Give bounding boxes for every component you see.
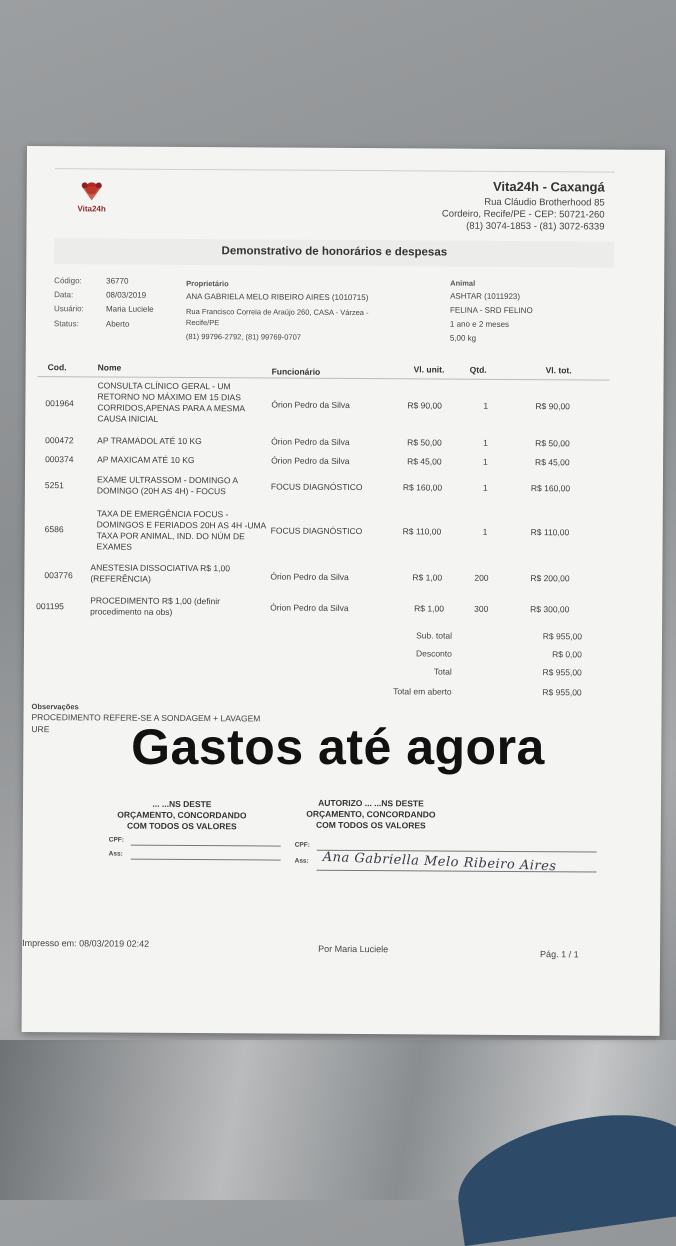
table-row-qtd: 1 <box>482 482 488 493</box>
table-row-nome: ANESTESIA DISSOCIATIVA R$ 1,00 (REFERÊNCIA) <box>90 562 230 584</box>
table-row-qtd: 300 <box>474 603 489 614</box>
table-row-vtot: R$ 200,00 <box>530 573 570 584</box>
cpf-line-left <box>131 845 281 847</box>
title-bar <box>54 238 614 267</box>
usuario-label: Usuário: <box>53 304 84 314</box>
table-row-vunit: R$ 90,00 <box>407 400 442 411</box>
subtotal-label: Sub. total <box>416 630 453 641</box>
col-nome-header: Nome <box>97 362 122 373</box>
col-vtot-header: Vl. tot. <box>545 365 572 376</box>
total-label: Total <box>433 666 452 677</box>
cpf-label-left: CPF: <box>108 836 124 844</box>
auth-left-line1: ... ...NS DESTE <box>152 798 212 810</box>
col-vunit-header: Vl. unit. <box>413 364 445 375</box>
animal-weight: 5,00 kg <box>449 333 477 343</box>
observacoes-line1: PROCEDIMENTO REFERE-SE A SONDAGEM + LAVAGEM <box>31 712 261 724</box>
invoice-document <box>22 146 665 1036</box>
table-row-func: Órion Pedro da Silva <box>270 571 349 582</box>
table-row-vunit: R$ 110,00 <box>402 526 442 537</box>
table-row-cod: 5251 <box>44 480 64 491</box>
table-row-cod: 001195 <box>36 601 64 612</box>
printed-timestamp: Impresso em: 08/03/2019 02:42 <box>22 937 150 949</box>
table-row-vtot: R$ 160,00 <box>530 483 571 494</box>
subtotal-value: R$ 955,00 <box>542 631 583 642</box>
clinic-phones: (81) 3074-1853 - (81) 3072-6339 <box>466 220 605 233</box>
table-row-qtd: 200 <box>474 572 489 583</box>
table-row-vunit: R$ 1,00 <box>412 572 443 583</box>
table-row-func: Órion Pedro da Silva <box>270 602 349 613</box>
status-label: Status: <box>53 319 79 329</box>
animal-species: FELINA - SRD FELINO <box>449 305 533 316</box>
ass-label-left: Ass: <box>108 850 123 858</box>
table-row-qtd: 1 <box>482 526 488 537</box>
auth-right-line2: ORÇAMENTO, CONCORDANDO <box>306 808 436 820</box>
table-row-vtot: R$ 110,00 <box>530 527 570 538</box>
page-number: Pág. 1 / 1 <box>540 949 579 960</box>
table-row-func: FOCUS DIAGNÓSTICO <box>270 481 363 493</box>
table-row-func: FOCUS DIAGNÓSTICO <box>270 525 363 537</box>
ass-line-left <box>131 859 281 861</box>
total-value: R$ 955,00 <box>542 667 582 678</box>
owner-phones: (81) 99796-2792, (81) 99769-0707 <box>185 331 301 342</box>
caption-overlay: Gastos até agora <box>131 719 545 775</box>
total-aberto-label: Total em aberto <box>393 686 452 697</box>
table-row-vtot: R$ 300,00 <box>530 604 570 615</box>
table-row-vtot: R$ 50,00 <box>535 438 570 449</box>
animal-age: 1 ano e 2 meses <box>449 319 510 329</box>
table-row-vunit: R$ 1,00 <box>414 603 444 614</box>
table-row-qtd: 1 <box>483 437 488 448</box>
animal-label: Animal <box>450 278 476 288</box>
table-row-func: Órion Pedro da Silva <box>271 436 350 447</box>
owner-label: Proprietário <box>186 278 229 289</box>
table-row-vunit: R$ 45,00 <box>407 456 442 467</box>
table-row-vtot: R$ 90,00 <box>535 401 570 412</box>
table-row-nome: PROCEDIMENTO R$ 1,00 (definir procedimento na obs) <box>90 595 221 617</box>
table-row-cod: 001964 <box>45 398 74 409</box>
document-title: Demonstrativo de honorários e despesas <box>221 245 448 259</box>
total-aberto-value: R$ 955,00 <box>542 687 582 698</box>
table-row-vtot: R$ 45,00 <box>535 457 570 468</box>
cpf-label-right: CPF: <box>294 841 310 849</box>
desconto-label: Desconto <box>415 648 452 659</box>
col-func-header: Funcionário <box>271 366 321 377</box>
table-row-cod: 000374 <box>45 454 74 465</box>
animal-name: ASHTAR (1011923) <box>450 291 521 302</box>
codigo-label: Código: <box>54 276 82 286</box>
owner-address2: Recife/PE <box>185 317 220 328</box>
table-row-nome: EXAME ULTRASSOM - DOMINGO A DOMINGO (20H AS 4H) - FOCUS <box>96 474 238 497</box>
table-row-qtd: 1 <box>483 456 488 467</box>
desconto-value: R$ 0,00 <box>552 649 582 660</box>
observacoes-line2: URE <box>31 724 50 735</box>
auth-left-line3: COM TODOS OS VALORES <box>126 820 237 832</box>
clinic-name: Vita24h - Caxangá <box>492 178 605 195</box>
clinic-address1: Rua Cláudio Brotherhood 85 <box>484 196 605 209</box>
table-row-nome: AP MAXICAM ATÉ 10 KG <box>97 454 195 466</box>
auth-left-line2: ORÇAMENTO, CONCORDANDO <box>117 809 247 821</box>
table-row-cod: 6586 <box>44 524 64 535</box>
owner-name: ANA GABRIELA MELO RIBEIRO AIRES (1010715) <box>186 291 369 303</box>
data-value: 08/03/2019 <box>106 290 147 300</box>
owner-address1: Rua Francisco Correia de Araújo 260, CASA - Várzea - <box>185 306 369 318</box>
auth-right-line3: COM TODOS OS VALORES <box>315 819 426 831</box>
table-row-qtd: 1 <box>483 400 489 411</box>
table-row-vunit: R$ 160,00 <box>402 482 443 493</box>
auth-right-line1: AUTORIZO ... ...NS DESTE <box>318 797 424 809</box>
ass-label-right: Ass: <box>294 857 309 865</box>
table-row-nome: AP TRAMADOL ATÉ 10 KG <box>97 435 202 447</box>
table-row-cod: 003776 <box>44 570 73 581</box>
col-qtd-header: Qtd. <box>469 364 487 375</box>
table-row-func: Órion Pedro da Silva <box>271 455 350 466</box>
usuario-value: Maria Luciele <box>105 304 154 314</box>
col-cod-header: Cod. <box>47 362 67 373</box>
table-row-cod: 000472 <box>45 435 74 446</box>
clinic-address2: Cordeiro, Recife/PE - CEP: 50721-260 <box>441 208 605 221</box>
printed-by: Por Maria Luciele <box>318 943 389 955</box>
observacoes-label: Observações <box>31 702 79 712</box>
table-row-nome: TAXA DE EMERGÊNCIA FOCUS - DOMINGOS E FERIADOS 20H AS 4H -UMA TAXA POR ANIMAL, IND. DO NÚM DE EXAMES <box>96 508 266 552</box>
codigo-value: 36770 <box>106 276 129 286</box>
clinic-logo-text: Vita24h <box>77 204 106 214</box>
table-row-func: Órion Pedro da Silva <box>271 399 350 410</box>
status-value: Aberto <box>105 319 130 329</box>
data-label: Data: <box>54 290 74 300</box>
table-row-vunit: R$ 50,00 <box>407 437 442 448</box>
table-row-nome: CONSULTA CLÍNICO GERAL - UM RETORNO NO MÁXIMO EM 15 DIAS CORRIDOS,APENAS PARA A MESMA CAUSA INICIAL <box>97 380 245 424</box>
handwritten-signature: Ana Gabriella Melo Ribeiro Aires <box>322 849 557 875</box>
